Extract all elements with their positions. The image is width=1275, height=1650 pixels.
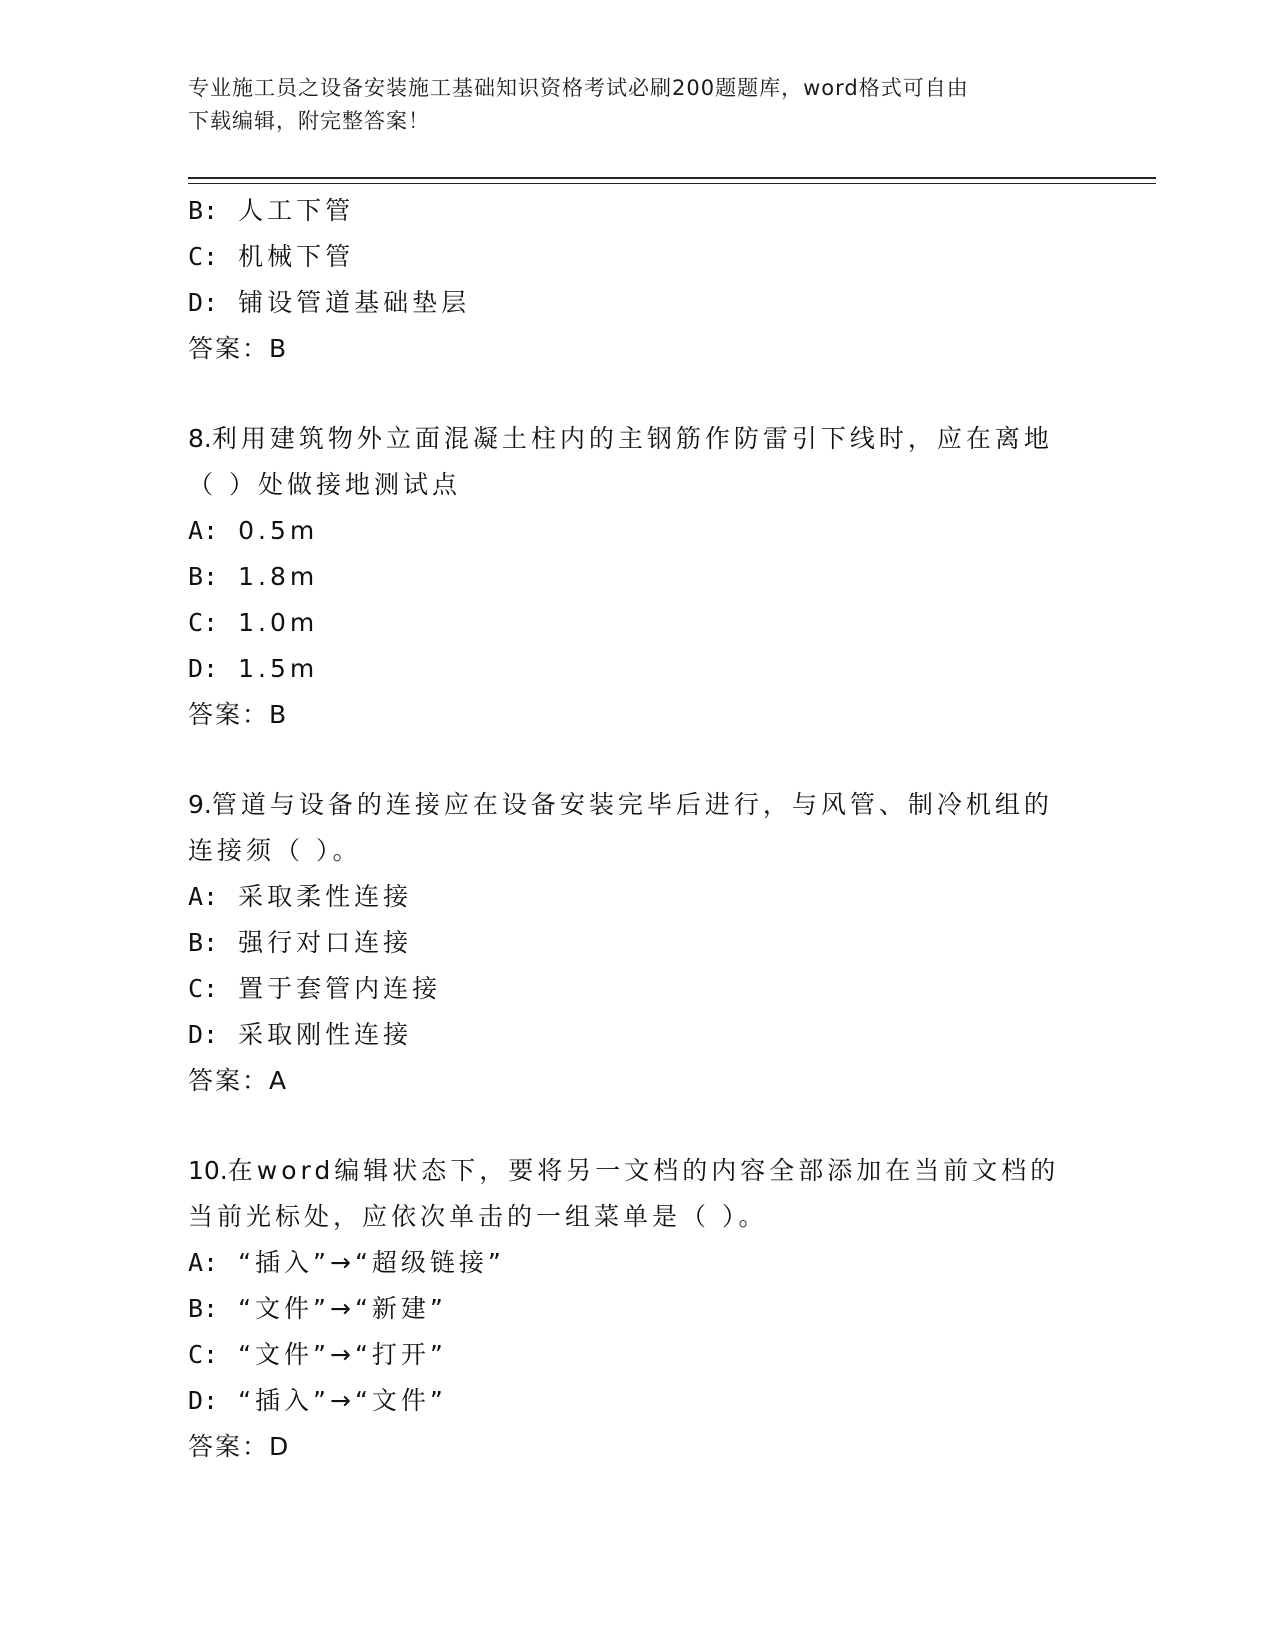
question-number: 10. xyxy=(188,1156,228,1185)
option-row xyxy=(188,1332,1088,1378)
option-text: 0.5m xyxy=(238,516,319,545)
answer-value: D xyxy=(269,1432,289,1461)
answer-label: 答案： xyxy=(188,1066,270,1095)
answer-value: A xyxy=(269,1066,287,1095)
answer-value: B xyxy=(269,700,287,729)
question-stem-line-1 xyxy=(188,1148,1088,1194)
answer-row xyxy=(188,326,1088,372)
header-line-1: 专业施工员之设备安装施工基础知识资格考试必刷200题题库，word格式可自由 xyxy=(188,76,969,100)
question-text: 利用建筑物外立面混凝土柱内的主钢筋作防雷引下线时，应在离地 xyxy=(211,424,1053,453)
question-stem-line-1 xyxy=(188,416,1088,462)
option-text: “插入”→“超级链接” xyxy=(238,1248,505,1277)
question-text: 管道与设备的连接应在设备安装完毕后进行，与风管、制冷机组的 xyxy=(211,790,1053,819)
option-row xyxy=(188,508,1088,554)
option-row xyxy=(188,920,1088,966)
question-10 xyxy=(188,1148,1088,1470)
option-row xyxy=(188,1286,1088,1332)
option-text: 1.8m xyxy=(238,562,319,591)
option-text: 强行对口连接 xyxy=(238,928,413,957)
option-row xyxy=(188,966,1088,1012)
question-stem-line-2: 当前光标处，应依次单击的一组菜单是（ ）。 xyxy=(188,1202,768,1231)
option-key: D: xyxy=(188,288,219,317)
option-key: A: xyxy=(188,882,219,911)
document-body xyxy=(188,188,1088,1470)
option-key: B: xyxy=(188,1294,219,1323)
option-key: D: xyxy=(188,654,219,683)
option-key: C: xyxy=(188,242,219,271)
option-row xyxy=(188,280,1088,326)
option-row xyxy=(188,1012,1088,1058)
option-row xyxy=(188,646,1088,692)
question-number: 9. xyxy=(188,790,212,819)
header-line-2: 下载编辑，附完整答案！ xyxy=(188,109,430,133)
option-key: A: xyxy=(188,516,219,545)
header-divider-thick xyxy=(188,177,1156,179)
option-row xyxy=(188,600,1088,646)
option-key: D: xyxy=(188,1386,219,1415)
question-9 xyxy=(188,782,1088,1104)
answer-label: 答案： xyxy=(188,1432,270,1461)
question-stem-line-1 xyxy=(188,782,1088,828)
option-text: 采取柔性连接 xyxy=(238,882,413,911)
question-text: 在word编辑状态下，要将另一文档的内容全部添加在当前文档的 xyxy=(227,1156,1060,1185)
answer-label: 答案： xyxy=(188,334,270,363)
question-stem-line-2: （ ）处做接地测试点 xyxy=(188,470,461,499)
option-row xyxy=(188,874,1088,920)
option-text: 1.0m xyxy=(238,608,319,637)
option-row xyxy=(188,1378,1088,1424)
option-key: C: xyxy=(188,974,219,1003)
option-text: “文件”→“打开” xyxy=(238,1340,447,1369)
option-text: 1.5m xyxy=(238,654,319,683)
option-row xyxy=(188,554,1088,600)
question-number: 8. xyxy=(188,424,212,453)
option-text: 铺设管道基础垫层 xyxy=(238,288,471,317)
question-8 xyxy=(188,416,1088,738)
option-key: C: xyxy=(188,608,219,637)
option-key: B: xyxy=(188,196,219,225)
header-divider-thin xyxy=(188,183,1156,184)
option-key: B: xyxy=(188,562,219,591)
option-text: 机械下管 xyxy=(238,242,355,271)
document-header xyxy=(188,72,1088,138)
answer-label: 答案： xyxy=(188,700,270,729)
answer-row xyxy=(188,1424,1088,1470)
option-text: 采取刚性连接 xyxy=(238,1020,413,1049)
option-text: “插入”→“文件” xyxy=(238,1386,447,1415)
answer-row xyxy=(188,692,1088,738)
option-key: C: xyxy=(188,1340,219,1369)
question-stem-line-2: 连接须（ ）。 xyxy=(188,836,362,865)
answer-value: B xyxy=(269,334,287,363)
option-row xyxy=(188,188,1088,234)
option-key: B: xyxy=(188,928,219,957)
option-key: A: xyxy=(188,1248,219,1277)
option-text: 置于套管内连接 xyxy=(238,974,442,1003)
option-row xyxy=(188,1240,1088,1286)
option-row xyxy=(188,234,1088,280)
option-key: D: xyxy=(188,1020,219,1049)
question-7-continuation xyxy=(188,188,1088,372)
option-text: “文件”→“新建” xyxy=(238,1294,447,1323)
option-text: 人工下管 xyxy=(238,196,355,225)
answer-row xyxy=(188,1058,1088,1104)
